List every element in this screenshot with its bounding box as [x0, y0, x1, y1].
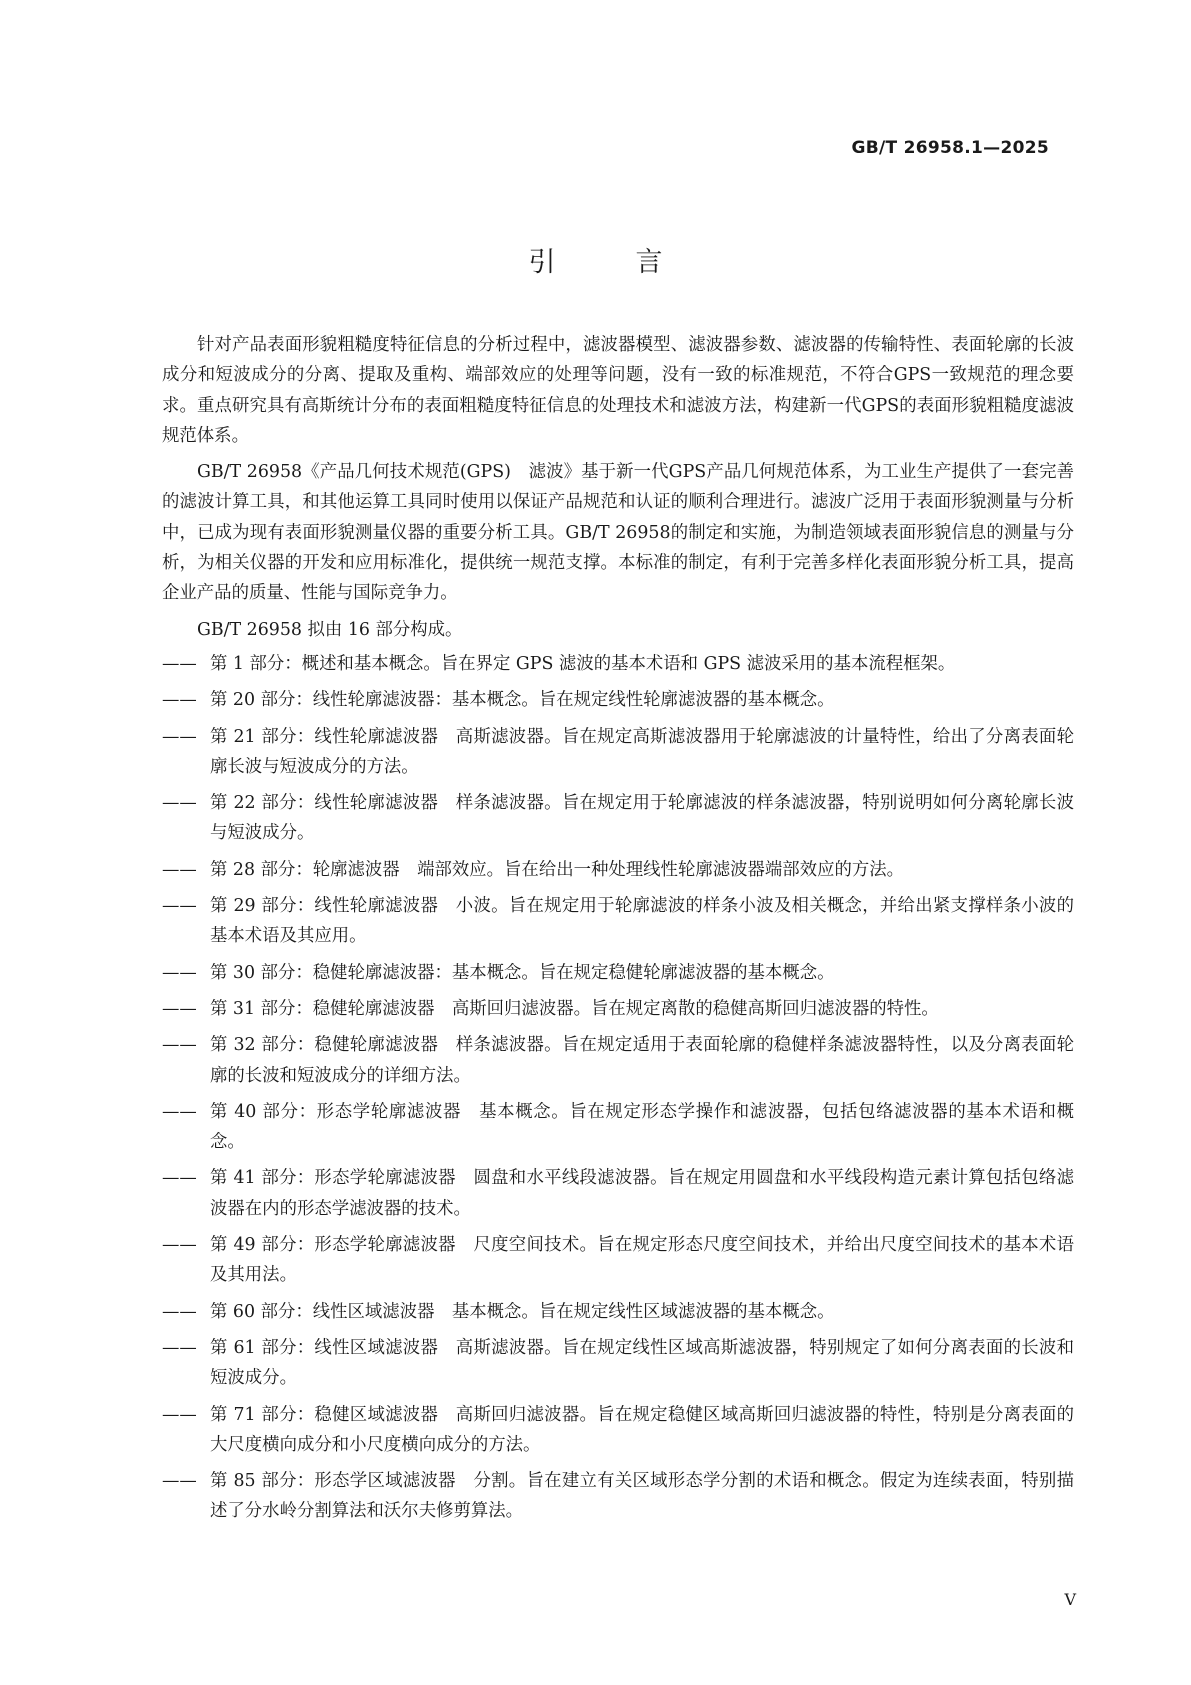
dash-marker: —— [162, 1101, 197, 1122]
list-item [162, 1333, 1074, 1394]
list-item [162, 788, 1074, 849]
dash-marker: —— [162, 1404, 197, 1425]
list-item-text: 第 30 部分：稳健轮廓滤波器：基本概念。旨在规定稳健轮廓滤波器的基本概念。 [210, 962, 835, 983]
title-char-2: 言 [635, 247, 663, 278]
page-number: V [1064, 1590, 1076, 1609]
parts-list [162, 649, 1074, 1527]
dash-marker: —— [162, 1471, 197, 1492]
body-content [162, 330, 1074, 1533]
dash-marker: —— [162, 896, 197, 917]
list-item [162, 1030, 1074, 1091]
list-item-text: 第 60 部分：线性区域滤波器 基本概念。旨在规定线性区域滤波器的基本概念。 [210, 1301, 835, 1322]
list-item [162, 958, 1074, 988]
list-item-text: 第 41 部分：形态学轮廓滤波器 圆盘和水平线段滤波器。旨在规定用圆盘和水平线段构造元素计算包括包络滤波器在内的形态学滤波器的技术。 [210, 1168, 1074, 1219]
dash-marker: —— [162, 1035, 197, 1056]
list-item-text: 第 85 部分：形态学区域滤波器 分割。旨在建立有关区域形态学分割的术语和概念。假定为连续表面，特别描述了分水岭分割算法和沃尔夫修剪算法。 [210, 1471, 1074, 1522]
list-item [162, 1097, 1074, 1158]
standard-number: GB/T 26958.1—2025 [851, 138, 1049, 158]
list-item [162, 1163, 1074, 1224]
list-item [162, 891, 1074, 952]
dash-marker: —— [162, 1235, 197, 1256]
list-item [162, 649, 1074, 679]
page-title [0, 240, 1191, 279]
list-intro: GB/T 26958 拟由 16 部分构成。 [197, 619, 463, 640]
list-item-text: 第 40 部分：形态学轮廓滤波器 基本概念。旨在规定形态学操作和滤波器，包括包络滤波器的基本术语和概念。 [210, 1101, 1074, 1153]
dash-marker: —— [162, 726, 197, 747]
dash-marker: —— [162, 1301, 197, 1322]
list-item [162, 1466, 1074, 1527]
dash-marker: —— [162, 859, 197, 880]
list-item-text: 第 20 部分：线性轮廓滤波器：基本概念。旨在规定线性轮廓滤波器的基本概念。 [210, 690, 835, 711]
title-char-1: 引 [528, 247, 556, 278]
dash-marker: —— [162, 1337, 197, 1358]
list-item-text: 第 31 部分：稳健轮廓滤波器 高斯回归滤波器。旨在规定离散的稳健高斯回归滤波器的特性。 [210, 998, 939, 1019]
list-item [162, 685, 1074, 715]
dash-marker: —— [162, 962, 197, 983]
dash-marker: —— [162, 793, 197, 814]
list-item-text: 第 32 部分：稳健轮廓滤波器 样条滤波器。旨在规定适用于表面轮廓的稳健样条滤波器特性，以及分离表面轮廓的长波和短波成分的详细方法。 [210, 1035, 1074, 1086]
list-item [162, 994, 1074, 1024]
list-item [162, 722, 1074, 783]
dash-marker: —— [162, 690, 197, 711]
list-item-text: 第 1 部分：概述和基本概念。旨在界定 GPS 滤波的基本术语和 GPS 滤波采用的基本流程框架。 [210, 653, 956, 674]
list-item-text: 第 61 部分：线性区域滤波器 高斯滤波器。旨在规定线性区域高斯滤波器，特别规定了如何分离表面的长波和短波成分。 [210, 1337, 1074, 1389]
list-item-text: 第 28 部分：轮廓滤波器 端部效应。旨在给出一种处理线性轮廓滤波器端部效应的方法。 [210, 859, 905, 880]
list-item-text: 第 71 部分：稳健区域滤波器 高斯回归滤波器。旨在规定稳健区域高斯回归滤波器的特性，特别是分离表面的大尺度横向成分和小尺度横向成分的方法。 [210, 1404, 1074, 1455]
list-item-text: 第 22 部分：线性轮廓滤波器 样条滤波器。旨在规定用于轮廓滤波的样条滤波器，特别说明如何分离轮廓长波与短波成分。 [210, 793, 1074, 844]
dash-marker: —— [162, 1168, 197, 1189]
list-item [162, 1297, 1074, 1327]
list-item [162, 855, 1074, 885]
dash-marker: —— [162, 653, 197, 674]
list-item [162, 1400, 1074, 1461]
list-item-text: 第 21 部分：线性轮廓滤波器 高斯滤波器。旨在规定高斯滤波器用于轮廓滤波的计量特性，给出了分离表面轮廓长波与短波成分的方法。 [210, 726, 1074, 777]
list-item-text: 第 29 部分：线性轮廓滤波器 小波。旨在规定用于轮廓滤波的样条小波及相关概念，并给出紧支撑样条小波的基本术语及其应用。 [210, 896, 1074, 947]
paragraph: GB/T 26958《产品几何技术规范(GPS) 滤波》基于新一代GPS产品几何规范体系，为工业生产提供了一套完善的滤波计算工具，和其他运算工具同时使用以保证产品规范和认证的顺利合理进行。滤波广泛用于表面形貌测量与分析中，已成为现有表面形貌测量仪器的重要分析工具。GB/T 26958的制定和实施，为制造领域表面形貌信息的测量与分析，为相关仪器的开发和应用标准化，提供统一规范支撑。本标准的制定，有利于完善多样化表面形貌分析工具，提高企业产品的质量、性能与国际竞争力。 [162, 462, 1074, 604]
list-item [162, 1230, 1074, 1291]
dash-marker: —— [162, 998, 197, 1019]
paragraph: 针对产品表面形貌粗糙度特征信息的分析过程中，滤波器模型、滤波器参数、滤波器的传输特性、表面轮廓的长波成分和短波成分的分离、提取及重构、端部效应的处理等问题，没有一致的标准规范，不符合GPS一致规范的理念要求。重点研究具有高斯统计分布的表面粗糙度特征信息的处理技术和滤波方法，构建新一代GPS的表面形貌粗糙度滤波规范体系。 [162, 335, 1074, 446]
list-item-text: 第 49 部分：形态学轮廓滤波器 尺度空间技术。旨在规定形态尺度空间技术，并给出尺度空间技术的基本术语及其用法。 [210, 1235, 1074, 1286]
